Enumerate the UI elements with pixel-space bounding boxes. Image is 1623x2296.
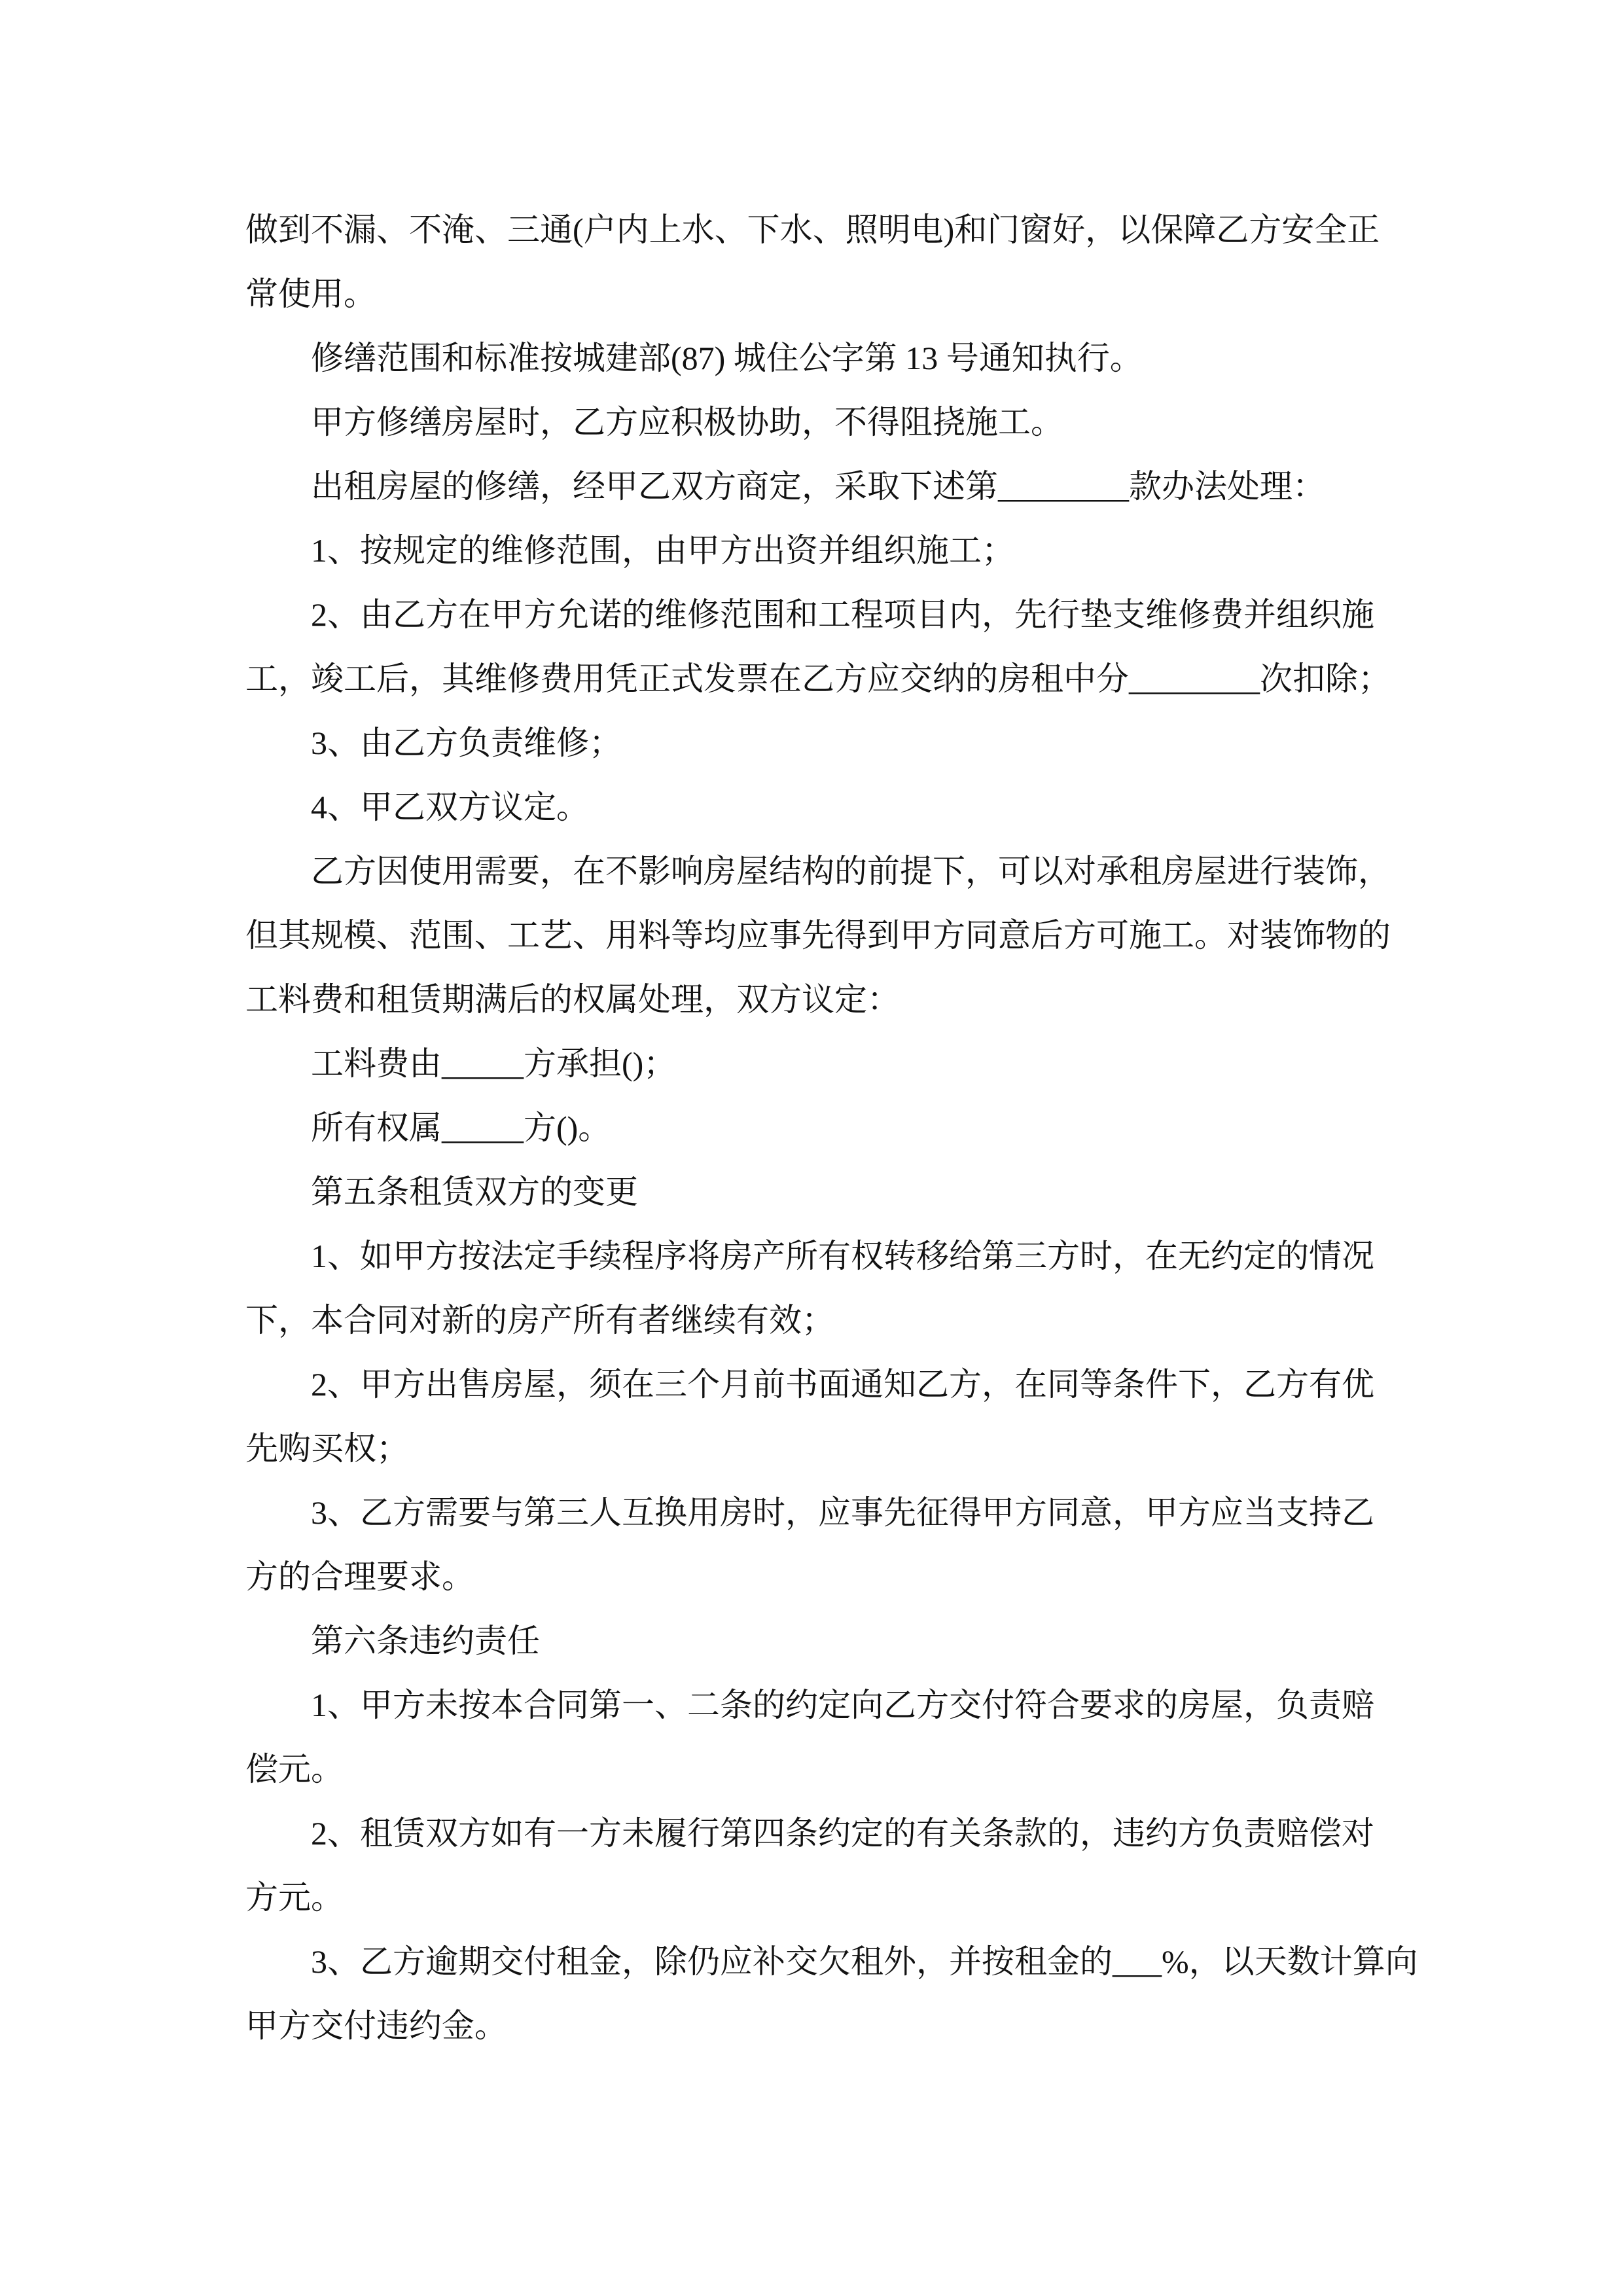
text-line: 方的合理要求。 xyxy=(245,1558,474,1595)
text-line: 第六条违约责任 xyxy=(311,1623,540,1659)
text-line: 3、乙方逾期交付租金，除仍应补交欠租外，并按租金的___%，以天数计算向 xyxy=(311,1943,1418,1980)
text-line: 甲方修缮房屋时，乙方应积极协助，不得阻挠施工。 xyxy=(311,404,1063,440)
text-line: 修缮范围和标准按城建部(87) 城住公字第 13 号通知执行。 xyxy=(311,340,1143,376)
text-line: 常使用。 xyxy=(245,276,376,312)
text-line: 先购买权； xyxy=(245,1430,409,1467)
text-line: 偿元。 xyxy=(245,1751,344,1787)
text-line: 4、甲乙双方议定。 xyxy=(311,789,589,825)
text-line: 1、甲方未按本合同第一、二条的约定向乙方交付符合要求的房屋，负责赔 xyxy=(311,1687,1374,1723)
text-line: 甲方交付违约金。 xyxy=(245,2007,507,2044)
text-line: 2、甲方出售房屋，须在三个月前书面通知乙方，在同等条件下，乙方有优 xyxy=(311,1366,1374,1403)
text-line: 3、由乙方负责维修； xyxy=(311,725,622,761)
text-line: 所有权属_____方()。 xyxy=(311,1109,611,1146)
text-line: 乙方因使用需要，在不影响房屋结构的前提下，可以对承租房屋进行装饰， xyxy=(311,853,1391,889)
text-line: 2、由乙方在甲方允诺的维修范围和工程项目内，先行垫支维修费并组织施 xyxy=(311,596,1374,633)
text-line: 但其规模、范围、工艺、用料等均应事先得到甲方同意后方可施工。对装饰物的 xyxy=(245,917,1391,954)
text-line: 1、按规定的维修范围，由甲方出资并组织施工； xyxy=(311,532,1014,569)
text-line: 出租房屋的修缮，经甲乙双方商定，采取下述第________款办法处理： xyxy=(311,468,1325,505)
text-line: 1、如甲方按法定手续程序将房产所有权转移给第三方时，在无约定的情况 xyxy=(311,1238,1374,1274)
text-line: 工料费和租赁期满后的权属处理，双方议定： xyxy=(245,981,900,1018)
text-line: 工料费由_____方承担()； xyxy=(311,1045,677,1082)
contract-text-body xyxy=(245,198,1418,2058)
text-line: 下，本合同对新的房产所有者继续有效； xyxy=(245,1302,834,1338)
text-line: 工，竣工后，其维修费用凭正式发票在乙方应交纳的房租中分________次扣除； xyxy=(245,660,1391,697)
text-line: 方元。 xyxy=(245,1879,344,1916)
text-line: 做到不漏、不淹、三通(户内上水、下水、照明电)和门窗好，以保障乙方安全正 xyxy=(245,211,1380,248)
text-line: 第五条租赁双方的变更 xyxy=(311,1174,638,1210)
text-line: 2、租赁双方如有一方未履行第四条约定的有关条款的，违约方负责赔偿对 xyxy=(311,1815,1374,1852)
text-line: 3、乙方需要与第三人互换用房时，应事先征得甲方同意，甲方应当支持乙 xyxy=(311,1494,1374,1531)
